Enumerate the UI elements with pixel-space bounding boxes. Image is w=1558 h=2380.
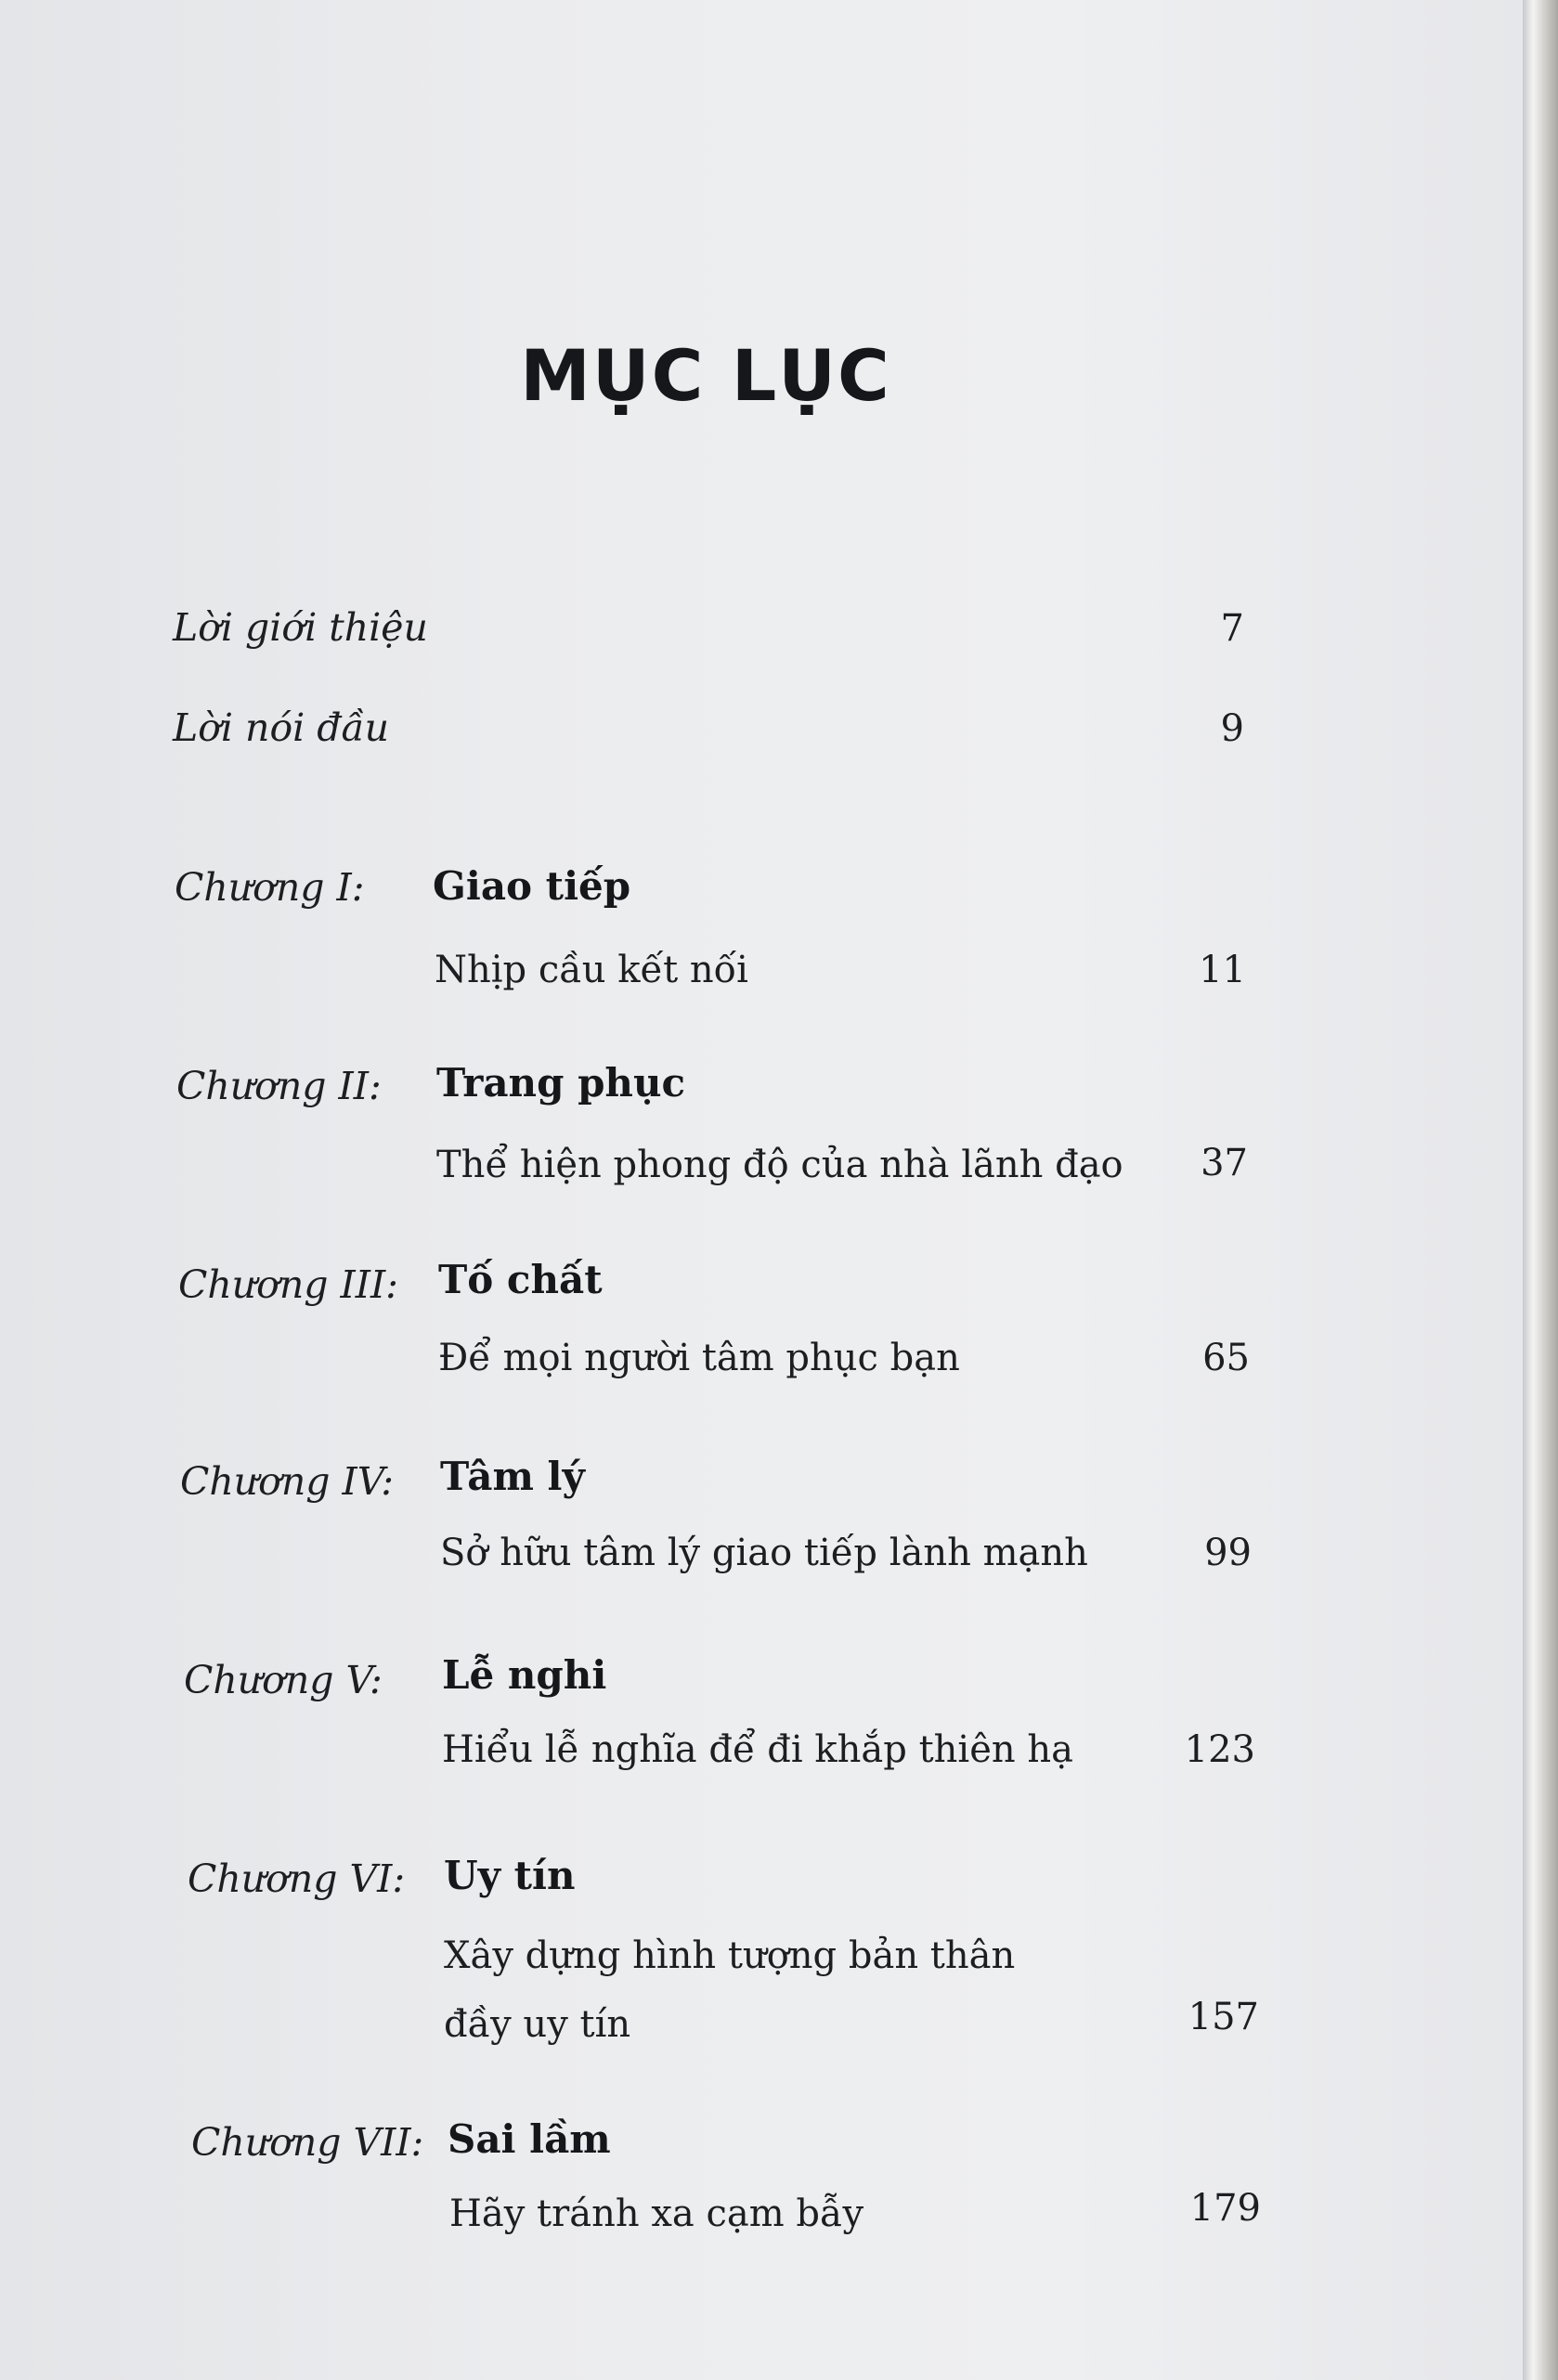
toc-entry-label: Lời giới thiệu <box>173 605 428 650</box>
chapter-page: 179 <box>1189 2187 1261 2230</box>
chapter-page: 157 <box>1188 1996 1259 2038</box>
chapter-label: Chương I: <box>175 865 365 910</box>
chapter-title: Tâm lý <box>440 1454 585 1499</box>
toc-entry-label: Lời nói đầu <box>173 705 390 750</box>
page-edge <box>1523 0 1558 2380</box>
chapter-subtitle: Thể hiện phong độ của nhà lãnh đạo <box>436 1144 1123 1186</box>
chapter-page: 65 <box>1202 1337 1250 1379</box>
chapter-page: 123 <box>1184 1728 1255 1771</box>
chapter-subtitle: Hãy tránh xa cạm bẫy <box>449 2192 864 2235</box>
page-title: MỤC LỤC <box>520 334 891 417</box>
chapter-title: Lễ nghi <box>442 1652 607 1698</box>
chapter-page: 99 <box>1204 1532 1252 1574</box>
chapter-label: Chương II: <box>176 1064 382 1108</box>
chapter-title: Tố chất <box>438 1257 603 1302</box>
chapter-title: Sai lầm <box>448 2116 611 2162</box>
toc-entry-page: 7 <box>1220 607 1244 650</box>
chapter-subtitle: Hiểu lễ nghĩa để đi khắp thiên hạ <box>442 1728 1073 1771</box>
chapter-label: Chương V: <box>184 1658 383 1702</box>
chapter-title: Giao tiếp <box>433 863 631 909</box>
chapter-label: Chương VI: <box>188 1856 406 1901</box>
chapter-page: 37 <box>1201 1142 1248 1184</box>
toc-entry-page: 9 <box>1220 707 1244 750</box>
chapter-subtitle: Để mọi người tâm phục bạn <box>438 1337 960 1379</box>
chapter-label: Chương VII: <box>191 2120 424 2165</box>
chapter-title: Uy tín <box>444 1853 576 1898</box>
chapter-label: Chương IV: <box>180 1459 395 1504</box>
chapter-label: Chương III: <box>178 1262 398 1307</box>
chapter-subtitle: Nhịp cầu kết nối <box>435 949 748 991</box>
chapter-page: 11 <box>1199 949 1246 991</box>
chapter-subtitle: đầy uy tín <box>444 2003 631 2046</box>
chapter-subtitle: Xây dựng hình tượng bản thân <box>444 1934 1016 1977</box>
chapter-title: Trang phục <box>436 1060 686 1106</box>
chapter-subtitle: Sở hữu tâm lý giao tiếp lành mạnh <box>440 1532 1088 1574</box>
